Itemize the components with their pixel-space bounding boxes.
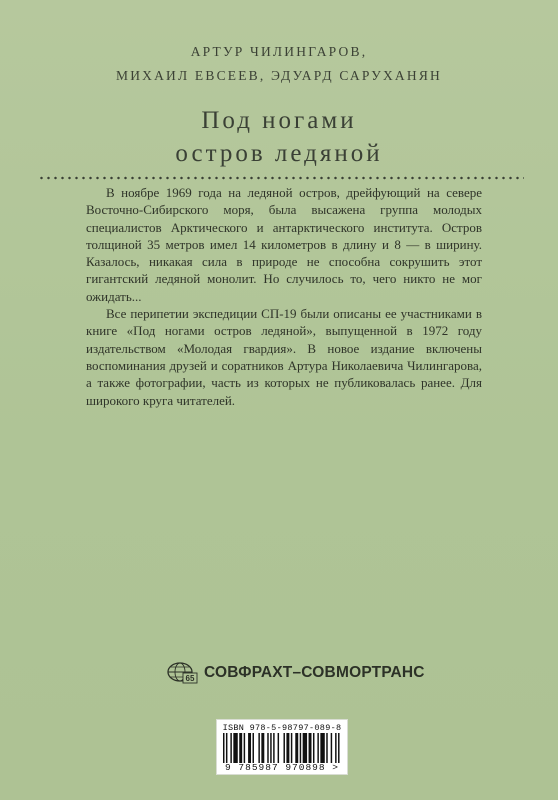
- authors-line-1: АРТУР ЧИЛИНГАРОВ,: [190, 44, 368, 59]
- barcode-bar: [286, 733, 289, 763]
- barcode-bar: [273, 733, 274, 763]
- barcode-bar: [291, 733, 292, 763]
- barcode-bar: [295, 733, 298, 763]
- barcode-bar: [283, 733, 284, 763]
- authors-block: [0, 40, 558, 88]
- annotation-paragraph-2: Все перипетии экспедиции СП-19 были описаны ее участниками в книге «Под ногами остров ледяной», выпущенной в 1972 году издательством «Молодая гвардия». В новое издание включены воспоминания друзей и соратников Артура Николаевича Чилингарова, а также фотографии, часть из которых не публиковалась ранее. Для широкого круга читателей.: [86, 306, 482, 408]
- barcode-bar: [317, 733, 318, 763]
- dotted-divider: [38, 176, 524, 180]
- barcode-bar: [270, 733, 271, 763]
- barcode-bar: [313, 733, 314, 763]
- barcode-bar: [320, 733, 324, 763]
- book-title-line-1: Под ногами: [201, 107, 357, 134]
- barcode-bar: [300, 733, 301, 763]
- barcode-bar: [239, 733, 242, 763]
- isbn-number: ISBN 978-5-98797-089-8: [222, 723, 342, 733]
- barcode-bar: [230, 733, 231, 763]
- isbn-barcode: [216, 719, 348, 775]
- barcode-bar: [261, 733, 264, 763]
- authors-line-2: МИХАИЛ ЕВСЕЕВ, ЭДУАРД САРУХАНЯН: [115, 68, 442, 83]
- barcode-bar: [267, 733, 268, 763]
- barcode-bar: [338, 733, 339, 763]
- publisher-block: [166, 660, 425, 686]
- barcode-bar: [331, 733, 332, 763]
- barcode-bar: [335, 733, 336, 763]
- globe-anniversary-logo-icon: [166, 661, 198, 685]
- barcode-bar: [258, 733, 259, 763]
- book-title: [0, 104, 558, 170]
- logo-number: 65: [185, 674, 195, 683]
- barcode-bar: [233, 733, 237, 763]
- barcode-bar: [326, 733, 327, 763]
- barcode-bar: [223, 733, 224, 763]
- barcode-bar: [303, 733, 307, 763]
- barcode-bar: [309, 733, 312, 763]
- annotation-paragraph-1: В ноябре 1969 года на ледяной остров, дрейфующий на севере Восточно-Сибирского моря, была высажена группа молодых специалистов Арктического и антарктического института. Остров толщиной 35 метров имел 14 километров в длину и 8 — в ширину. Казалось, никакая сила в природе не способна сокрушить этот гигантский ледяной монолит. Но случилось то, чего никто не мог ожидать...: [86, 185, 482, 304]
- annotation-text: [86, 184, 482, 409]
- barcode-bar: [248, 733, 251, 763]
- barcode-bar: [244, 733, 245, 763]
- barcode-bars: [223, 733, 341, 763]
- publisher-name: СОВФРАХТ–СОВМОРТРАНС: [204, 664, 425, 681]
- barcode-bar: [226, 733, 227, 763]
- ean-digits: 9 785987 970898 >: [225, 762, 339, 773]
- barcode-bar: [278, 733, 279, 763]
- barcode-bar: [253, 733, 254, 763]
- book-title-line-2: остров ледяной: [175, 140, 383, 167]
